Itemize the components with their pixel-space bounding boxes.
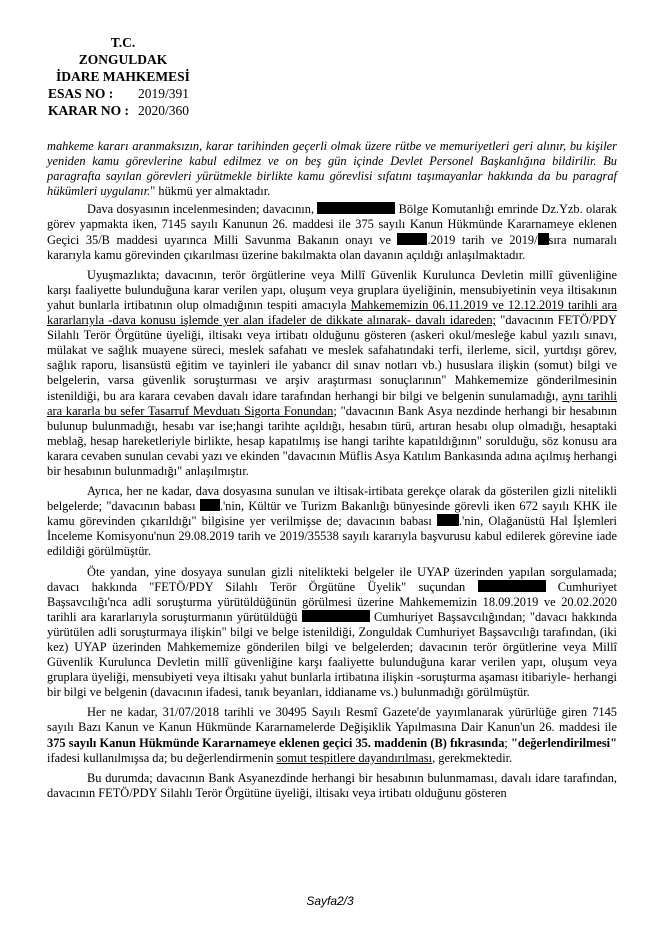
paragraph-3 (47, 268, 617, 479)
p3-underline-1: Mahkememizin 06.11.2019 ve 12.12.2019 tarihli ara kararlarıyla -dava konusu işlemde yer alan ifadeler de dikkate alınarak- davalı idareden; (47, 297, 618, 328)
redaction-block (302, 610, 370, 622)
p6-underline: somut tespitlere dayandırılması (276, 750, 433, 765)
p6-text-b: ; (504, 735, 512, 750)
court-header (48, 34, 198, 119)
p2-text-d: sıra numaralı kararıyla kamu görevinden çıkarılması üzerine bakılmakta olan davanın açıldığı anlaşılmaktadır. (47, 232, 617, 262)
esas-label: ESAS NO : (48, 86, 114, 101)
p6-text-c: ifadesi kullanılmışsa da; bu değerlendirmenin (47, 750, 277, 765)
redaction-block (397, 233, 427, 245)
p7-text-a: Bu durumda; davacının Bank Asyanezdinde herhangi bir hesabının bulunmaması, davalı idare tarafından, davacının FETÖ/PDY Silahlı Terör Örgütüne üyeliği, iltisakı veya irtibatı olduğunu gösteren (47, 770, 617, 800)
redaction-block (317, 202, 395, 214)
redaction-block (538, 233, 549, 245)
esas-value: 2019/391 (138, 86, 190, 101)
paragraph-7 (47, 771, 617, 801)
p2-text-b: Bölge Komutanlığı emrinde Dz.Yzb. olarak görev yapmakta iken, 7145 sayılı Kanunun 26. maddesi ile 375 sayılı Kanun Hükmünde Kararnameye eklenen Geçici 35/B maddesi uyarınca Milli Savunma Bakanın onayı ve (47, 202, 617, 247)
p4-text-b: .'nin, Kültür ve Turizm Bakanlığı bünyesinde görevli iken 672 sayılı KHK ile kamu görevinden çıkarıldığı" bilgisine yer verilmişse de; davacının babası (47, 499, 617, 529)
p3-text-b: "davacının FETÖ/PDY Silahlı Terör Örgütüne üyeliği, iltisakı veya irtibatı olduğunu gösteren (askeri okul/mesleğe kabul yazılı sınavı, mülakat ve sağlık muayene süreci, meslek safahatı ve meslek safahatındaki terfi, ilerleme, sicil, yurtdışı görev, sağlık raporu, lisansüstü eğitim ve tayinleri ile yabancı dil sınav notları vb.) hususlara ilişkin (somut) bilgi ve belgelerin, varsa güvenlik soruşturması ve arşiv araştırması sonuçlarının" Mahkememize gönderilmesinin istenildiği, bu ara karara cevaben davalı idare tarafından herhangi bir bilgi ve belgenin sunulamadığı, (47, 313, 618, 403)
karar-row (48, 102, 198, 119)
paragraph-5 (47, 565, 617, 701)
header-city: ZONGULDAK (78, 52, 168, 67)
p4-text-c: .'nin, Olağanüstü Hal İşlemleri İnceleme Komisyonu'nun 29.08.2019 tarih ve 2019/35538 sayılı kararıyla başvurusu kabul edilerek görevine iade edildiği görülmüştür. (47, 514, 617, 559)
p2-text-a: Dava dosyasının incelenmesinden; davacının, (87, 202, 315, 217)
p5-text-c: Cumhuriyet Başsavcılığından; "davacı hakkında yürütülen adli soruşturmaya ilişkin" bilgi ve belge istenildiği, Zonguldak Cumhuriyet Başsavcılığı tarafından, (iki kez) UYAP üzerinden Mahkememize gönderilen bilgi ve belgelerden; davacının terör örgütlerine veya Millî Güvenlik Kurulunca Devletin millî güvenliğine karşı faaliyette bulunduğuna karar verilen yapı, oluşum veya gruplara üyeliği, mensubiyeti veya iltisakı yahut bunlarla irtibatına ilişkin -soruşturma aşaması itibariyle- herhangi bir bilgi ve belgenin (davacının ifadesi, tanık beyanları, iddianame vs.) bulunmadığı görülmüştür. (47, 609, 617, 700)
p6-bold-2: "değerlendirilmesi" (511, 735, 617, 750)
p3-text-c: ; "davacının Bank Asya nezdinde herhangi bir hesabının bulunup bulunmadığı, hesabı var ise;hangi tarihte açıldığı, hesabın türü, artıran hesabı olup olmadığı, hesaptaki meblağ, hesap hareketleriyle birlikte, hesap kapatılmış ise hangi tarihte kapatıldığının" sorulduğu, söz konusu ara karara cevaben sunulan cevabi yazı ve ekinden "davacının Müflis Asya Katılım Bankasında adına açılmış herhangi bir hesabının bulunmadığı" anlaşılmıştır. (47, 403, 618, 478)
paragraph-2 (47, 202, 617, 262)
p3-text-a: Uyuşmazlıkta; davacının, terör örgütlerine veya Millî Güvenlik Kurulunca Devletin millî güvenliğine karşı faaliyette bulunduğuna karar verilen yapı, oluşum veya gruplara üyeliğinin, mensubiyetinin veya iltisakının yahut bunlarla irtibatının olup olmadığının tespiti amacıyla (47, 267, 617, 312)
header-tc: T.C. (110, 35, 136, 50)
p5-text-b: Cumhuriyet Başsavcılığı'nca adli soruşturma yürütüldüğünün görülmesi üzerine Mahkememizin 18.09.2019 ve 20.02.2020 tarihli ara kararlarıyla soruşturmanın yürütüldüğü (47, 579, 617, 624)
paragraph-6 (47, 705, 617, 765)
esas-row (48, 85, 198, 102)
header-court: İDARE MAHKEMESİ (56, 69, 190, 84)
p3-underline-2: aynı tarihli ara kararla bu sefer Tasarruf Mevduatı Sigorta Fonundan (47, 388, 617, 418)
p6-text-d: , gerekmektedir. (432, 750, 513, 765)
page-number: Sayfa2/3 (306, 894, 354, 908)
document-body (47, 139, 617, 801)
karar-label: KARAR NO : (48, 103, 129, 118)
p6-bold-1: 375 sayılı Kanun Hükmünde Kararnameye eklenen geçici 35. maddenin (B) fıkrasında (47, 735, 505, 750)
paragraph-4 (47, 484, 617, 559)
redaction-block (200, 499, 220, 511)
karar-value: 2020/360 (138, 103, 190, 118)
p1-rest: " hükmü yer almaktadır. (150, 184, 271, 199)
p6-text-a: Her ne kadar, 31/07/2018 tarihli ve 30495 Sayılı Resmî Gazete'de yayımlanarak yürürlüğe giren 7145 sayılı Bazı Kanun ve Kanun Hükmünde Kararnamelerde Değişiklik Yapılmasına Dair Kanun'un 26. maddesi ile (47, 705, 617, 735)
paragraph-1 (47, 139, 617, 199)
p2-text-c: .2019 tarih ve 2019/ (427, 232, 538, 247)
p1-italic: mahkeme kararı aranmaksızın, karar tarihinden geçerli olmak üzere rütbe ve memuriyetleri geri alınır, bu kişiler yeniden kamu görevlerine kabul edilmez ve on beş gün içinde Devlet Personel Başkanlığına bildirilir. Bu paragrafta sayılan görevleri yürütmekle birlikte kamu görevlisi sıfatını taşımayanlar hakkında da bu paragraf hükümleri uygulanır. (47, 139, 617, 199)
redaction-block (478, 580, 546, 592)
p5-text-a: Öte yandan, yine dosyaya sunulan gizli nitelikteki belgeler ile UYAP üzerinden yapılan sorgulamada; davacı hakkında "FETÖ/PDY Silahlı Terör Örgütüne Üyelik" suçundan (47, 564, 617, 594)
p4-text-a: Ayrıca, her ne kadar, dava dosyasına sunulan ve iltisak-irtibata gerekçe olarak da gösterilen gizli nitelikli belgelerde; "davacının babası (47, 484, 617, 514)
redaction-block (437, 514, 459, 526)
